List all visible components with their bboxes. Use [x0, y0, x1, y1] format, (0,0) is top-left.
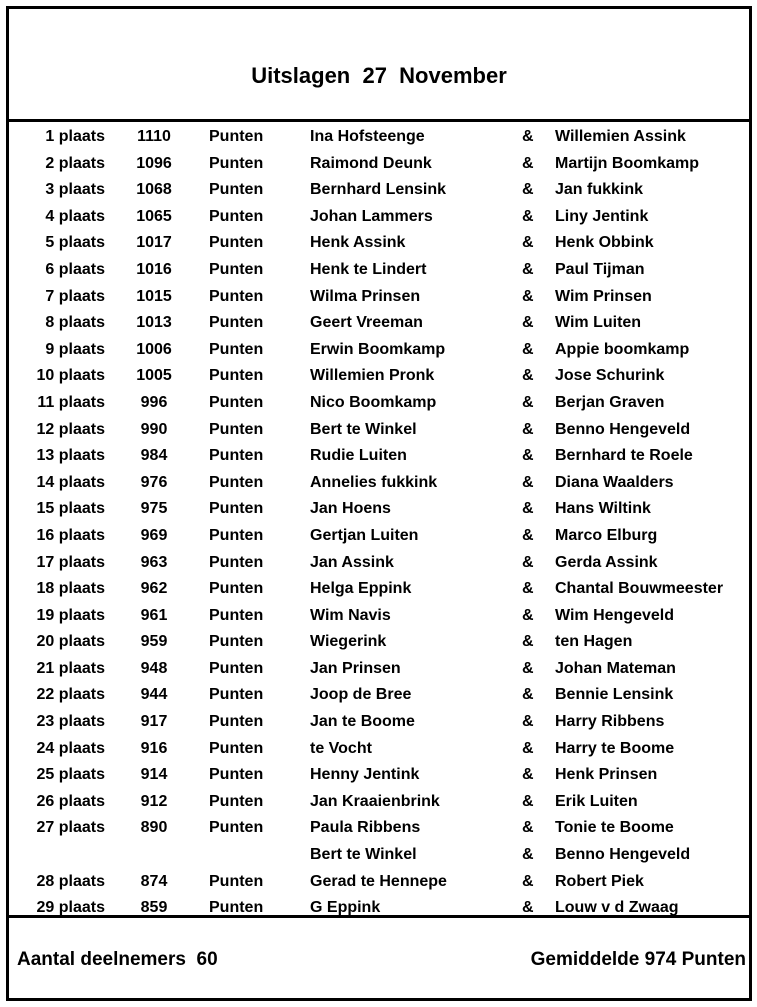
- ampersand: &: [522, 154, 534, 172]
- score-unit: Punten: [209, 659, 264, 677]
- ampersand: &: [522, 580, 534, 598]
- player-one-name: Paula Ribbens: [310, 819, 421, 837]
- player-one-name: Wiegerink: [310, 633, 387, 651]
- player-two-name: Appie boomkamp: [555, 340, 690, 358]
- place-label: 10 plaats: [36, 367, 105, 385]
- result-row: [9, 149, 749, 176]
- ampersand: &: [522, 686, 534, 704]
- score-unit: Punten: [209, 128, 264, 145]
- player-one-name: te Vocht: [310, 739, 372, 757]
- result-row: [9, 840, 749, 867]
- ampersand: &: [522, 367, 534, 385]
- player-one-name: Bernhard Lensink: [310, 181, 447, 199]
- player-two-name: Martijn Boomkamp: [555, 154, 700, 172]
- score-unit: Punten: [209, 739, 264, 757]
- place-label: 25 plaats: [36, 766, 105, 784]
- result-row: [9, 415, 749, 442]
- result-row: [9, 627, 749, 654]
- score-unit: Punten: [209, 606, 264, 624]
- player-two-name: Louw v d Zwaag: [555, 899, 679, 917]
- player-two-name: Henk Obbink: [555, 234, 654, 252]
- player-two-name: Henk Prinsen: [555, 766, 658, 784]
- page-title: Uitslagen 27 November: [251, 63, 507, 88]
- score-unit: Punten: [209, 340, 264, 358]
- place-label: 24 plaats: [36, 739, 105, 757]
- place-label: 26 plaats: [36, 792, 105, 810]
- ampersand: &: [522, 766, 534, 784]
- score-value: 914: [140, 766, 168, 784]
- ampersand: &: [522, 181, 534, 199]
- player-one-name: Jan Assink: [310, 553, 394, 571]
- place-label: 15 plaats: [36, 500, 105, 518]
- player-one-name: Jan Prinsen: [310, 659, 401, 677]
- score-value: 962: [140, 580, 168, 598]
- place-label: 11 plaats: [37, 393, 105, 411]
- player-one-name: Wilma Prinsen: [310, 287, 421, 305]
- ampersand: &: [522, 819, 534, 837]
- result-row: [9, 255, 749, 282]
- place-label: 16 plaats: [36, 526, 105, 544]
- participant-count: Aantal deelnemers 60: [17, 949, 218, 970]
- player-one-name: Annelies fukkink: [310, 473, 438, 491]
- result-row: [9, 468, 749, 495]
- place-label: 5 plaats: [45, 234, 105, 252]
- player-one-name: G Eppink: [310, 899, 381, 917]
- score-unit: Punten: [209, 314, 264, 332]
- score-unit: Punten: [209, 367, 264, 385]
- score-value: 1110: [137, 128, 171, 145]
- score-value: 916: [140, 739, 168, 757]
- ampersand: &: [522, 287, 534, 305]
- score-value: 1016: [136, 260, 172, 278]
- place-label: 2 plaats: [45, 154, 105, 172]
- player-two-name: Chantal Bouwmeester: [555, 580, 724, 598]
- place-label: 18 plaats: [36, 580, 105, 598]
- place-label: 20 plaats: [36, 633, 105, 651]
- place-label: 28 plaats: [36, 872, 105, 890]
- player-two-name: Jose Schurink: [555, 367, 665, 385]
- result-row: [9, 202, 749, 229]
- result-row: [9, 734, 749, 761]
- player-one-name: Jan Hoens: [310, 500, 391, 518]
- score-unit: Punten: [209, 473, 264, 491]
- results-list: [9, 122, 749, 915]
- score-value: 1005: [136, 367, 172, 385]
- result-row: [9, 282, 749, 309]
- ampersand: &: [522, 473, 534, 491]
- score-value: 963: [140, 553, 168, 571]
- score-value: 990: [140, 420, 168, 438]
- score-unit: Punten: [209, 393, 264, 411]
- player-two-name: Wim Prinsen: [555, 287, 652, 305]
- score-value: 961: [140, 606, 168, 624]
- score-value: 984: [140, 447, 168, 465]
- place-label: 21 plaats: [36, 659, 105, 677]
- ampersand: &: [522, 260, 534, 278]
- score-value: 912: [140, 792, 168, 810]
- ampersand: &: [522, 234, 534, 252]
- place-label: 1 plaats: [45, 128, 105, 145]
- result-row: [9, 175, 749, 202]
- player-two-name: Liny Jentink: [555, 207, 649, 225]
- score-unit: Punten: [209, 207, 264, 225]
- ampersand: &: [522, 314, 534, 332]
- score-value: 959: [140, 633, 168, 651]
- result-row: [9, 494, 749, 521]
- score-value: 1017: [136, 234, 172, 252]
- place-label: 23 plaats: [36, 713, 105, 731]
- player-one-name: Joop de Bree: [310, 686, 412, 704]
- ampersand: &: [522, 713, 534, 731]
- player-two-name: Benno Hengeveld: [555, 420, 691, 438]
- score-value: 859: [140, 899, 168, 917]
- player-two-name: Diana Waalders: [555, 473, 674, 491]
- score-value: 1006: [136, 340, 172, 358]
- place-label: 7 plaats: [45, 287, 105, 305]
- score-value: 1015: [136, 287, 172, 305]
- result-row: [9, 680, 749, 707]
- player-two-name: Willemien Assink: [555, 128, 686, 145]
- score-unit: Punten: [209, 447, 264, 465]
- score-unit: Punten: [209, 234, 264, 252]
- place-label: 12 plaats: [36, 420, 105, 438]
- score-unit: Punten: [209, 287, 264, 305]
- score-value: 975: [140, 500, 168, 518]
- score-unit: Punten: [209, 420, 264, 438]
- result-row: [9, 654, 749, 681]
- result-row: [9, 308, 749, 335]
- player-one-name: Ina Hofsteenge: [310, 128, 425, 145]
- score-unit: Punten: [209, 181, 264, 199]
- player-one-name: Willemien Pronk: [310, 367, 435, 385]
- ampersand: &: [522, 633, 534, 651]
- score-value: 917: [140, 713, 168, 731]
- player-one-name: Raimond Deunk: [310, 154, 432, 172]
- result-row: [9, 335, 749, 362]
- score-unit: Punten: [209, 766, 264, 784]
- score-unit: Punten: [209, 154, 264, 172]
- player-two-name: Erik Luiten: [555, 792, 638, 810]
- score-value: 890: [140, 819, 168, 837]
- place-label: 27 plaats: [36, 819, 105, 837]
- score-unit: Punten: [209, 580, 264, 598]
- score-unit: Punten: [209, 819, 264, 837]
- player-two-name: Berjan Graven: [555, 393, 665, 411]
- result-row: [9, 893, 749, 915]
- header: [9, 9, 749, 122]
- player-two-name: Bernhard te Roele: [555, 447, 693, 465]
- player-two-name: Paul Tijman: [555, 260, 645, 278]
- place-label: 14 plaats: [36, 473, 105, 491]
- score-value: 976: [140, 473, 168, 491]
- player-two-name: Harry te Boome: [555, 739, 675, 757]
- score-value: 874: [140, 872, 168, 890]
- ampersand: &: [522, 128, 534, 145]
- player-two-name: Tonie te Boome: [555, 819, 674, 837]
- ampersand: &: [522, 207, 534, 225]
- player-one-name: Henny Jentink: [310, 766, 420, 784]
- footer-divider: [9, 915, 749, 918]
- score-unit: Punten: [209, 526, 264, 544]
- player-two-name: ten Hagen: [555, 633, 633, 651]
- results-sheet: [6, 6, 752, 1001]
- score-value: 969: [140, 526, 168, 544]
- player-two-name: Bennie Lensink: [555, 686, 674, 704]
- score-unit: Punten: [209, 500, 264, 518]
- score-unit: Punten: [209, 553, 264, 571]
- ampersand: &: [522, 899, 534, 917]
- player-two-name: Hans Wiltink: [555, 500, 651, 518]
- result-row: [9, 388, 749, 415]
- score-unit: Punten: [209, 899, 264, 917]
- player-two-name: Gerda Assink: [555, 553, 658, 571]
- place-label: 17 plaats: [36, 553, 105, 571]
- result-row: [9, 122, 749, 149]
- player-two-name: Jan fukkink: [555, 181, 644, 199]
- score-value: 1065: [136, 207, 172, 225]
- player-one-name: Henk te Lindert: [310, 260, 427, 278]
- ampersand: &: [522, 792, 534, 810]
- player-one-name: Henk Assink: [310, 234, 406, 252]
- ampersand: &: [522, 420, 534, 438]
- player-two-name: Robert Piek: [555, 872, 644, 890]
- score-unit: Punten: [209, 260, 264, 278]
- player-one-name: Geert Vreeman: [310, 314, 423, 332]
- score-unit: Punten: [209, 713, 264, 731]
- ampersand: &: [522, 659, 534, 677]
- player-two-name: Wim Hengeveld: [555, 606, 674, 624]
- result-row: [9, 361, 749, 388]
- place-label: 3 plaats: [45, 181, 105, 199]
- player-one-name: Bert te Winkel: [310, 420, 417, 438]
- player-one-name: Bert te Winkel: [310, 846, 417, 864]
- player-two-name: Marco Elburg: [555, 526, 658, 544]
- ampersand: &: [522, 500, 534, 518]
- result-row: [9, 867, 749, 894]
- player-one-name: Rudie Luiten: [310, 447, 407, 465]
- result-row: [9, 441, 749, 468]
- place-label: 8 plaats: [45, 314, 105, 332]
- result-row: [9, 813, 749, 840]
- score-value: 1013: [136, 314, 172, 332]
- ampersand: &: [522, 846, 534, 864]
- place-label: 13 plaats: [36, 447, 105, 465]
- player-one-name: Johan Lammers: [310, 207, 433, 225]
- ampersand: &: [522, 340, 534, 358]
- ampersand: &: [522, 447, 534, 465]
- ampersand: &: [522, 553, 534, 571]
- player-one-name: Gerad te Hennepe: [310, 872, 447, 890]
- score-value: 1068: [136, 181, 172, 199]
- score-unit: Punten: [209, 872, 264, 890]
- score-value: 996: [140, 393, 168, 411]
- player-two-name: Harry Ribbens: [555, 713, 665, 731]
- place-label: 9 plaats: [45, 340, 105, 358]
- score-unit: Punten: [209, 633, 264, 651]
- place-label: 29 plaats: [36, 899, 105, 917]
- ampersand: &: [522, 872, 534, 890]
- player-one-name: Gertjan Luiten: [310, 526, 419, 544]
- result-row: [9, 760, 749, 787]
- place-label: 6 plaats: [45, 260, 105, 278]
- place-label: 4 plaats: [45, 207, 105, 225]
- score-value: 1096: [136, 154, 172, 172]
- score-unit: Punten: [209, 792, 264, 810]
- player-two-name: Johan Mateman: [555, 659, 676, 677]
- player-one-name: Jan te Boome: [310, 713, 415, 731]
- result-row: [9, 228, 749, 255]
- result-row: [9, 521, 749, 548]
- player-two-name: Wim Luiten: [555, 314, 642, 332]
- result-row: [9, 548, 749, 575]
- score-value: 948: [140, 659, 168, 677]
- player-one-name: Helga Eppink: [310, 580, 412, 598]
- place-label: 19 plaats: [36, 606, 105, 624]
- ampersand: &: [522, 393, 534, 411]
- player-one-name: Jan Kraaienbrink: [310, 792, 440, 810]
- player-one-name: Wim Navis: [310, 606, 391, 624]
- place-label: 22 plaats: [36, 686, 105, 704]
- result-row: [9, 601, 749, 628]
- ampersand: &: [522, 739, 534, 757]
- player-one-name: Erwin Boomkamp: [310, 340, 446, 358]
- result-row: [9, 707, 749, 734]
- result-row: [9, 574, 749, 601]
- score-value: 944: [140, 686, 168, 704]
- player-one-name: Nico Boomkamp: [310, 393, 437, 411]
- ampersand: &: [522, 606, 534, 624]
- average-score: Gemiddelde 974 Punten: [530, 949, 746, 970]
- ampersand: &: [522, 526, 534, 544]
- player-two-name: Benno Hengeveld: [555, 846, 691, 864]
- score-unit: Punten: [209, 686, 264, 704]
- result-row: [9, 787, 749, 814]
